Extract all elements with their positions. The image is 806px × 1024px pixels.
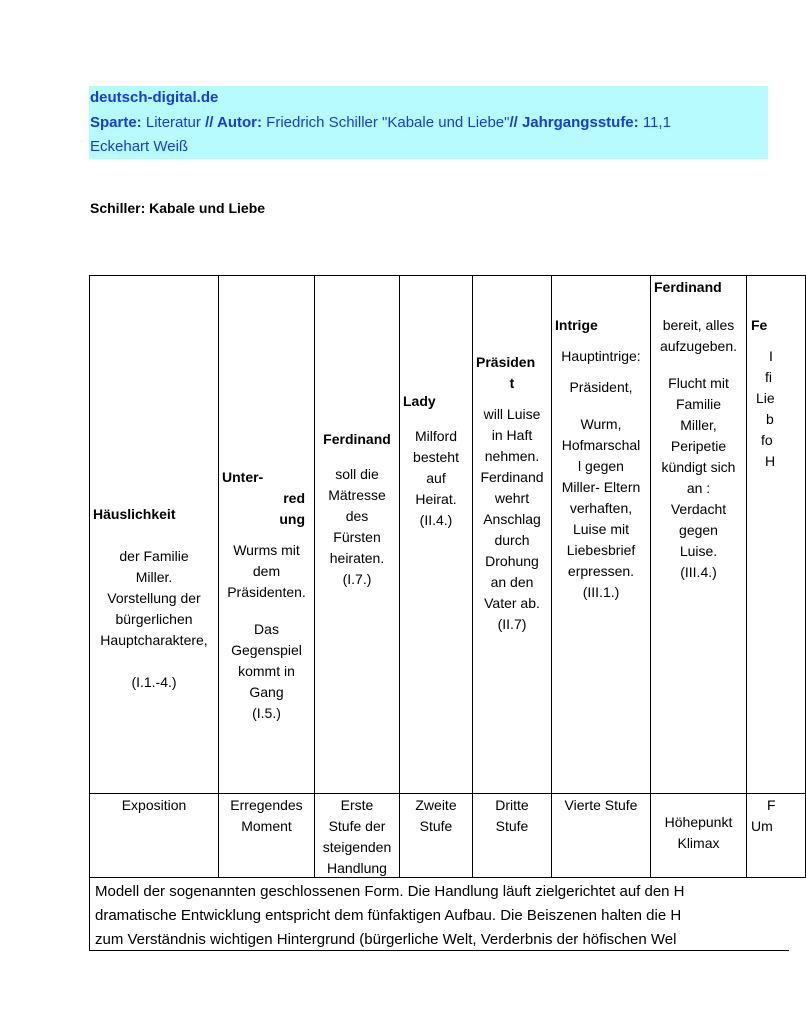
autor-value: Friedrich Schiller "Kabale und Liebe" [266, 113, 510, 131]
author-name: Eckehart Weiß [90, 138, 189, 155]
jahrgang-label: // Jahrgangsstufe: [509, 113, 639, 131]
stage-cell: Zweite Stufe [399, 793, 473, 878]
stage-cell: Erregendes Moment [218, 793, 315, 878]
stage-cell: F Um [746, 793, 806, 878]
summary-text: Modell der sogenannten geschlossenen Form. Die Handlung läuft zielgerichtet auf den H dramatische Entwicklung entspricht dem fünfaktigen Aufbau. Die Beiszenen halten die H zum Verständnis wichtigen Hintergrund (bürgerliche Welt, Verderbnis der höfischen Wel [89, 877, 789, 951]
act-cell-ferdinand-2: Ferdinand bereit, alles aufzugeben. Flucht mit Familie Miller, Peripetie kündigt sich an : Verdacht gegen Luise. (III.4.) [650, 275, 747, 794]
stage-cell: Höhepunkt Klimax [650, 793, 747, 878]
autor-label: // Autor: [205, 113, 262, 131]
act-cell-haeuslichkeit: Häuslichkeit der Familie Miller. Vorstellung der bürgerlichen Hauptcharaktere, (I.1.-4.) [89, 275, 219, 794]
site-name: deutsch-digital.de [90, 89, 219, 106]
page-title: Schiller: Kabale und Liebe [90, 200, 266, 216]
act-cell-praesident: Präsiden t will Luise in Haft nehmen. Ferdinand wehrt Anschlag durch Drohung an den Vater ab. (II.7) [472, 275, 552, 794]
act-heading: Häuslichkeit [93, 506, 176, 522]
stage-cell: Exposition [89, 793, 219, 878]
sparte-label: Sparte: [90, 113, 142, 131]
stage-cell: Vierte Stufe [551, 793, 651, 878]
jahrgang-value: 11,1 [642, 113, 671, 131]
stage-cell: Erste Stufe der steigenden Handlung [314, 793, 400, 878]
stage-cell: Dritte Stufe [472, 793, 552, 878]
act-cell-ferdinand-1: Ferdinand soll die Mätresse des Fürsten heiraten. (I.7.) [314, 275, 400, 794]
document-header [89, 86, 768, 159]
act-cell-ferdinand-3: Fe I fi Lie b fo H [746, 275, 806, 794]
act-cell-unterredung: Unter- red ung Wurms mit dem Präsidenten. Das Gegenspiel kommt in Gang (I.5.) [218, 275, 315, 794]
act-cell-intrige: Intrige Hauptintrige: Präsident, Wurm, Hofmarschal l gegen Miller- Eltern verhaften, Luise mit Liebesbrief erpressen. (III.1.) [551, 275, 651, 794]
act-cell-lady: Lady Milford besteht auf Heirat. (II.4.) [399, 275, 473, 794]
sparte-value: Literatur [145, 113, 201, 131]
